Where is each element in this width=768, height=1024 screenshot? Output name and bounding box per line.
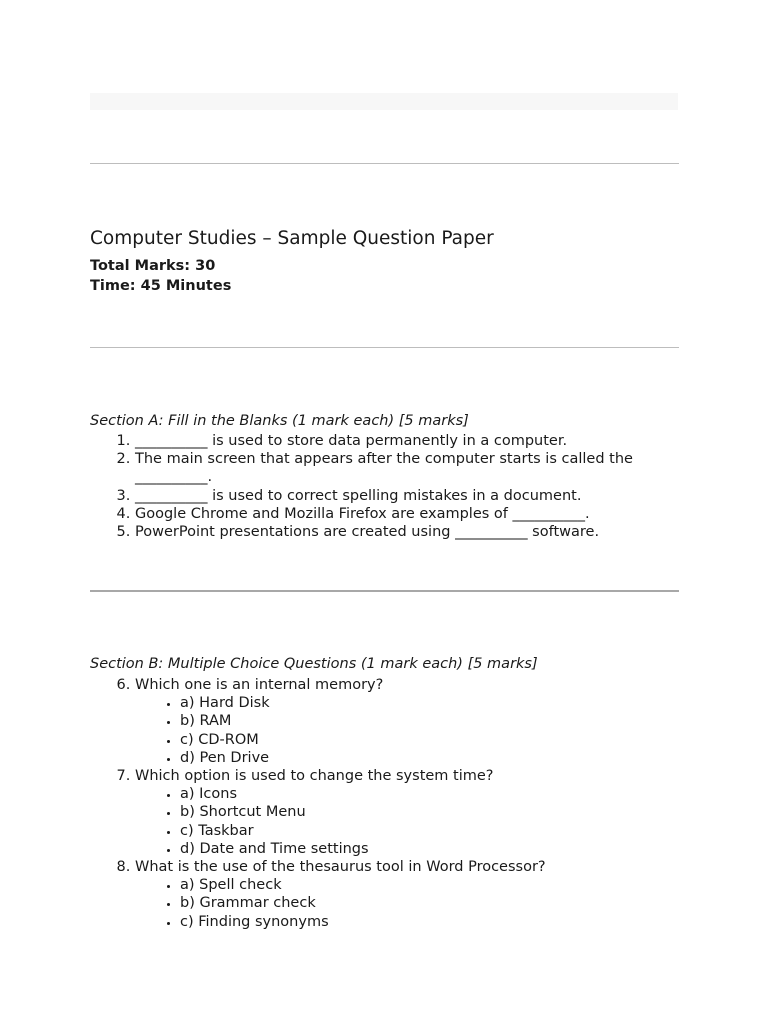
option-item: • a) Icons — [180, 785, 705, 803]
option-item: • d) Date and Time settings — [180, 840, 705, 858]
divider-top — [90, 163, 679, 164]
total-marks: Total Marks: 30 — [90, 258, 216, 274]
section-a-heading: Section A: Fill in the Blanks (1 mark each) [5 marks] — [90, 413, 469, 429]
section-b-questions — [90, 676, 705, 931]
option-item: • c) CD-ROM — [180, 731, 705, 749]
option-item: • d) Pen Drive — [180, 749, 705, 767]
question-item: 3. __________ is used to correct spelling mistakes in a document. — [135, 487, 705, 505]
question-item: 4. Google Chrome and Mozilla Firefox are examples of __________. — [135, 505, 705, 523]
option-item: • a) Spell check — [180, 876, 705, 894]
time-allowed: Time: 45 Minutes — [90, 278, 232, 294]
question-item: 2. The main screen that appears after the computer starts is called the __________. — [135, 450, 705, 486]
option-item: • b) Shortcut Menu — [180, 803, 705, 821]
question-text: Which one is an internal memory? — [135, 677, 384, 693]
question-text: What is the use of the thesaurus tool in Word Processor? — [135, 859, 546, 876]
header-band — [90, 93, 678, 110]
section-b-heading: Section B: Multiple Choice Questions (1 mark each) [5 marks] — [90, 656, 538, 672]
divider-after-header — [90, 347, 679, 348]
option-item: • a) Hard Disk — [180, 694, 705, 712]
question-item: 1. __________ is used to store data permanently in a computer. — [135, 432, 705, 450]
option-list — [135, 785, 705, 858]
question-text: Which option is used to change the system time? — [135, 768, 494, 785]
question-item — [135, 676, 705, 767]
option-item: • c) Finding synonyms — [180, 913, 705, 931]
section-a-questions — [90, 432, 705, 541]
question-item — [135, 858, 705, 931]
option-list — [135, 694, 705, 767]
question-item: 5. PowerPoint presentations are created using __________ software. — [135, 523, 705, 541]
divider-section-a — [90, 590, 679, 592]
option-item: • b) Grammar check — [180, 894, 705, 912]
option-item: • c) Taskbar — [180, 822, 705, 840]
question-item — [135, 767, 705, 858]
option-list — [135, 876, 705, 931]
option-item: • b) RAM — [180, 712, 705, 730]
paper-title: Computer Studies – Sample Question Paper — [90, 228, 494, 249]
